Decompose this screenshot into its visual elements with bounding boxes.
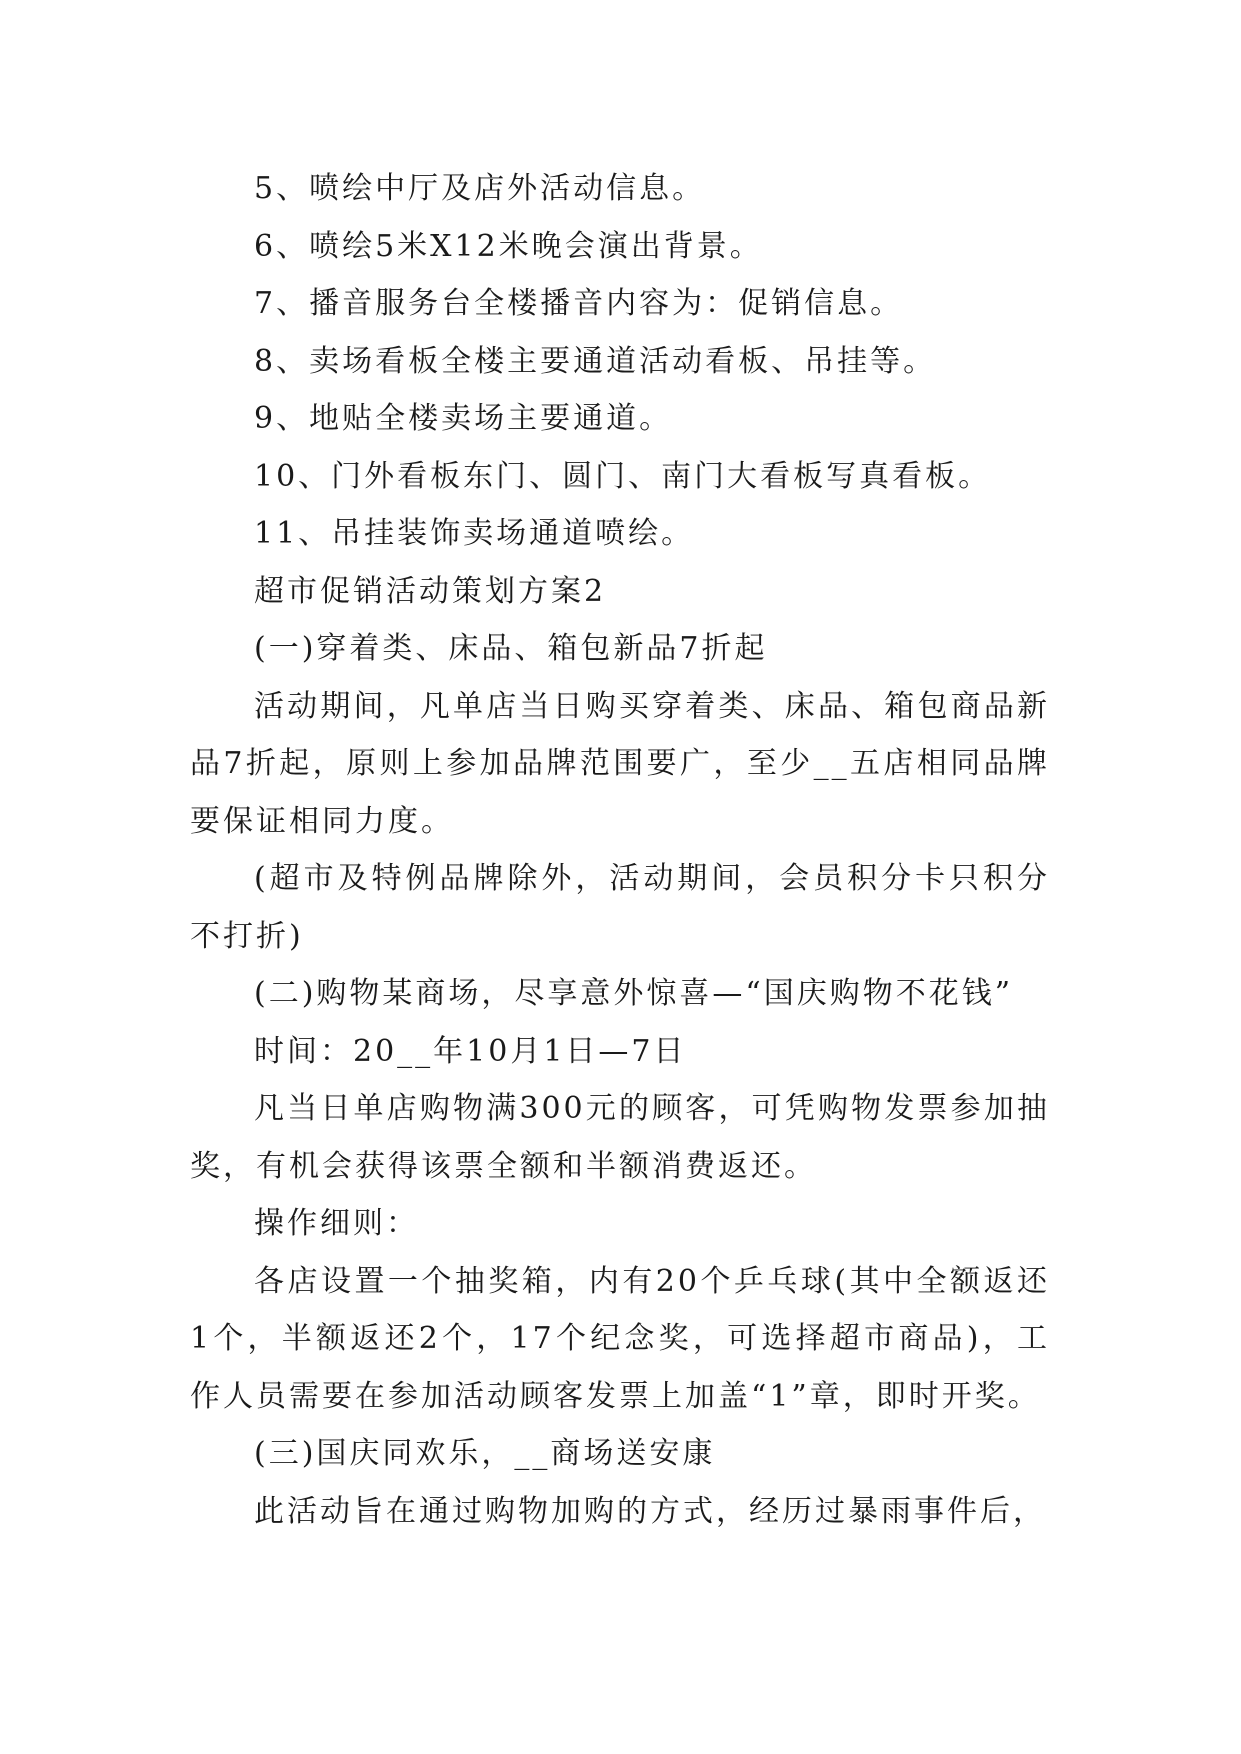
list-item-6: 6、喷绘5米X12米晚会演出背景。 xyxy=(254,228,763,264)
paragraph-time: 时间：20__年10月1日—7日 xyxy=(254,1033,687,1069)
paragraph-activity-purpose: 此活动旨在通过购物加购的方式，经历过暴雨事件后， xyxy=(254,1493,1046,1529)
subsection-heading-3: (三)国庆同欢乐，__商场送安康 xyxy=(254,1436,716,1471)
list-item-9: 9、地贴全楼卖场主要通道。 xyxy=(254,401,673,436)
document-body xyxy=(190,160,1050,1540)
list-item-5: 5、喷绘中厅及店外活动信息。 xyxy=(254,171,706,206)
list-item-8: 8、卖场看板全楼主要通道活动看板、吊挂等。 xyxy=(254,343,937,379)
subsection-heading-2: (二)购物某商场，尽享意外惊喜—“国庆购物不花钱” xyxy=(254,976,1014,1011)
section-heading: 超市促销活动策划方案2 xyxy=(254,573,607,609)
list-item-7: 7、播音服务台全楼播音内容为：促销信息。 xyxy=(254,286,904,321)
list-item-10: 10、门外看板东门、圆门、南门大看板写真看板。 xyxy=(254,458,992,494)
subsection-heading-1: (一)穿着类、床品、箱包新品7折起 xyxy=(254,631,768,666)
paragraph-lottery-rule: 凡当日单店购物满300元的顾客，可凭购物发票参加抽奖，有机会获得该票全额和半额消费返还。 xyxy=(190,1091,1050,1184)
paragraph-operation-title: 操作细则： xyxy=(254,1206,419,1241)
paragraph-operation-detail: 各店设置一个抽奖箱，内有20个乒乓球(其中全额返还1个，半额返还2个，17个纪念奖，可选择超市商品)，工作人员需要在参加活动顾客发票上加盖“1”章，即时开奖。 xyxy=(190,1263,1050,1414)
paragraph-activity-period: 活动期间，凡单店当日购买穿着类、床品、箱包商品新品7折起，原则上参加品牌范围要广，至少__五店相同品牌要保证相同力度。 xyxy=(190,688,1050,839)
list-item-11: 11、吊挂装饰卖场通道喷绘。 xyxy=(254,516,695,551)
paragraph-exclusion-note: (超市及特例品牌除外，活动期间，会员积分卡只积分不打折) xyxy=(190,861,1050,954)
